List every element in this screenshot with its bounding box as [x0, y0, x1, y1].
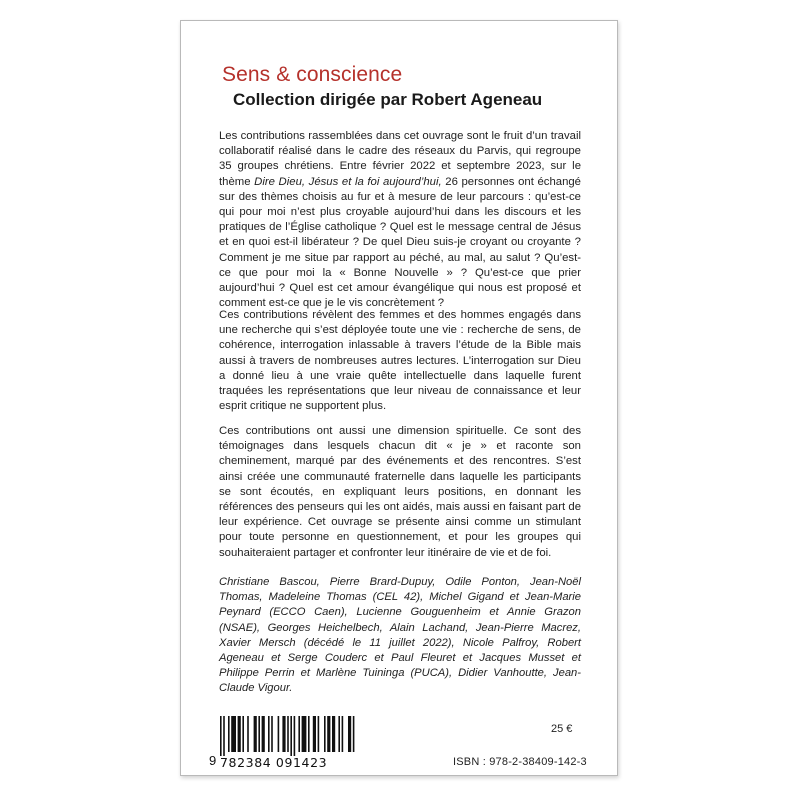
- barcode-bar: [287, 716, 289, 752]
- barcode-bar: [231, 716, 236, 752]
- series-title: Sens & conscience: [222, 63, 403, 86]
- barcode-bar: [220, 716, 222, 756]
- barcode-bar: [282, 716, 285, 752]
- paragraph-1-part-b: 26 personnes ont échangé sur des thèmes choisis au fur et à mesure de leur parcours : qu’est-ce qui pour moi n’est plus croyable aujourd’hui dans les discours et les pratiques de l’Église catholique ? Quel est le message central de Jésus et en quoi est-il libérateur ? De quel Dieu suis-je croyant ou croyante ? Comment je me situe par rapport au péché, au mal, au salut ? Qu’est-ce que pour moi la « Bonne Nouvelle » ? Qu’est-ce que prier aujourd’hui ? Quel est cet amour évangélique qui nous est proposé et comment est-ce que je le vis concrètement ?: [219, 175, 581, 310]
- paragraph-1-theme: Dire Dieu, Jésus et la foi aujourd’hui,: [254, 175, 442, 188]
- barcode-bar: [271, 716, 273, 752]
- collection-director: Collection dirigée par Robert Ageneau: [233, 90, 543, 109]
- price: 25 €: [551, 723, 573, 735]
- barcode-bar: [254, 716, 257, 752]
- barcode-bar: [313, 716, 316, 752]
- barcode-bar: [290, 716, 292, 756]
- barcode: [209, 716, 359, 770]
- paragraph-2: Ces contributions révèlent des femmes et des hommes engagés dans une recherche qui s’est déployée toute une vie : recherche de sens, de cohérence, interrogation inlassable à travers l’étude de la Bible mais aussi à travers de nombreuses autres lectures. L’interrogation sur Dieu a donné lieu à une vraie quête intellectuelle dans laquelle furent traquées les représentations que leur niveau de connaissance et leur esprit critique ne supportent plus.: [219, 309, 581, 413]
- barcode-bar: [223, 716, 225, 756]
- barcode-bar: [302, 716, 307, 752]
- barcode-bar: [338, 716, 340, 752]
- barcode-bar: [327, 716, 330, 752]
- authors-list: Christiane Bascou, Pierre Brard-Dupuy, Odile Ponton, Jean-Noël Thomas, Madeleine Thomas (CEL 42), Michel Gigand et Jean-Marie Peynard (ECCO Caen), Lucienne Gouguenheim et Annie Grazon (NSAE), Georges Heichelbech, Alain Lachand, Jean-Pierre Macrez, Xavier Mersch (décédé le 11 juillet 2022), Nicole Palfroy, Robert Ageneau et Serge Couderc et Paul Fleuret et Jacques Musset et Philippe Perrin et Marlène Tuininga (PUCA), Didier Vanhoutte, Jean-Claude Vigour.: [219, 576, 581, 695]
- barcode-bar: [258, 716, 260, 752]
- barcode-bar: [228, 716, 230, 752]
- paragraph-3: Ces contributions ont aussi une dimension spirituelle. Ce sont des témoignages dans lesquels chacun dit « je » et raconte son cheminement, marqué par des événements et des rencontres. S’est ainsi créée une communauté fraternelle dans laquelle les participants se sont écoutés, en expliquant leurs positions, en donnant les références des penseurs qui les ont aidés, mais aussi en faisant part de leur expérience. Cet ouvrage se présente ainsi comme un stimulant pour toute personne en questionnement, et pour les groupes qui souhaiteraient partager et confronter leur itinéraire de vie et de foi.: [219, 425, 581, 559]
- barcode-lead-digit: 9: [209, 753, 217, 768]
- barcode-digits: 782384 091423: [220, 755, 328, 770]
- paragraph-1: [219, 129, 581, 311]
- barcode-bar: [318, 716, 320, 752]
- barcode-bar: [348, 716, 351, 752]
- barcode-bar: [332, 716, 335, 752]
- book-back-cover: [180, 20, 618, 776]
- barcode-bar: [324, 716, 326, 752]
- paragraph-1-part-a: Les contributions rassemblées dans cet ouvrage sont le fruit d’un travail collaboratif réalisé dans le cadre des réseaux du Parvis, qui regroupe 35 groupes chrétiens. Entre février 2022 et septembre 2023, sur le thème: [219, 130, 581, 188]
- barcode-bar: [342, 716, 344, 752]
- barcode-bar: [353, 716, 355, 752]
- barcode-bar: [298, 716, 300, 752]
- barcode-bar: [308, 716, 310, 752]
- barcode-bar: [262, 716, 265, 752]
- barcode-bar: [242, 716, 244, 752]
- isbn: ISBN : 978-2-38409-142-3: [453, 756, 587, 768]
- barcode-bar: [268, 716, 270, 752]
- barcode-bar: [247, 716, 249, 752]
- barcode-bar: [294, 716, 296, 756]
- barcode-bar: [238, 716, 241, 752]
- barcode-bar: [278, 716, 280, 752]
- barcode-bars: [219, 716, 357, 756]
